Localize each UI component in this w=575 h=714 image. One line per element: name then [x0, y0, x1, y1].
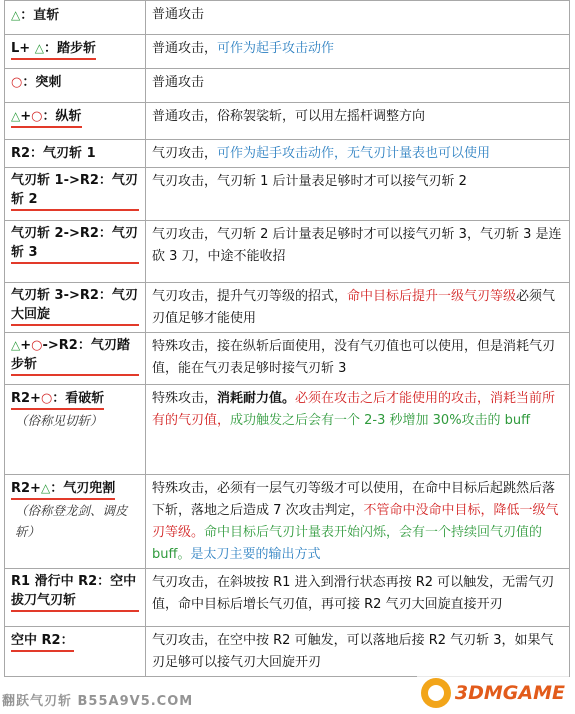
table-row	[5, 385, 570, 475]
circle-button-icon: ○	[40, 391, 53, 406]
move-name-text: +	[20, 338, 32, 353]
table-row	[5, 168, 570, 221]
table-row	[5, 283, 570, 333]
move-description-cell	[146, 283, 570, 333]
move-name-cell	[5, 69, 146, 103]
move-description-cell	[146, 569, 570, 627]
description-text: 命中目标后气刃计量表开始闪烁，会有一个持续回气刃值的 buff。	[152, 525, 543, 562]
move-alias-note: （俗称登龙剑、调皮斩）	[15, 503, 128, 539]
table-row	[5, 35, 570, 69]
table-row	[5, 140, 570, 168]
move-name	[11, 479, 115, 500]
logo-text: 3DMGAME	[454, 682, 565, 704]
triangle-button-icon: △	[40, 481, 51, 495]
move-name-cell	[5, 385, 146, 475]
move-description-cell	[146, 627, 570, 677]
circle-button-icon: ○	[31, 109, 43, 124]
move-name-cell	[5, 475, 146, 569]
move-name-text: 气刃斩 3->R2：气刃大回旋	[11, 288, 138, 322]
move-name	[11, 389, 104, 410]
move-name-cell	[5, 221, 146, 283]
move-name-cell	[5, 168, 146, 221]
description-text: 气刃攻击，气刃斩 1 后计量表足够时才可以接气刃斩 2	[152, 174, 467, 189]
triangle-button-icon: △	[11, 338, 21, 352]
table-row	[5, 333, 570, 385]
table-row	[5, 221, 570, 283]
site-logo	[417, 676, 569, 710]
description-text: 成功触发之后会有一个 2-3 秒增加 30%攻击的 buff	[230, 413, 531, 428]
moves-table	[4, 0, 570, 677]
move-description-cell	[146, 35, 570, 69]
table-row	[5, 569, 570, 627]
move-name-cell	[5, 35, 146, 69]
description-text: 必须在攻击之后才能使用的攻击，消耗当前所有的气刃值，	[152, 391, 556, 428]
move-name	[11, 631, 74, 652]
move-name-text: ->R2：气刃踏步斩	[11, 338, 130, 372]
move-name-cell	[5, 569, 146, 627]
description-text: 普通攻击，	[152, 41, 218, 56]
description-text: 普通攻击	[152, 75, 205, 90]
triangle-button-icon: △	[11, 8, 21, 22]
move-name	[11, 224, 139, 264]
move-name-text: L+	[11, 41, 35, 56]
description-text: 气刃攻击，	[152, 146, 218, 161]
move-name	[11, 107, 82, 128]
description-text: 特殊攻击，必须有一层气刃等级才可以使用，在命中目标后起跳然后落下斩，落地之后造成 7 次攻击判定，	[152, 481, 556, 518]
description-text: 可作为起手攻击动作	[217, 41, 335, 56]
description-text: 特殊攻击，接在纵斩后面使用，没有气刃值也可以使用，但是消耗气刃值，能在气刃表足够时接气刃斩 3	[152, 339, 556, 376]
description-text: 可作为起手攻击动作，无气刃计量表也可以使用	[217, 146, 491, 161]
move-name-text: ：纵斩	[42, 109, 82, 124]
move-name-text: R2：气刃斩 1	[11, 146, 96, 161]
circle-button-icon: ○	[11, 75, 23, 90]
move-name-text: ：看破斩	[52, 391, 105, 406]
description-text: 气刃攻击，在斜坡按 R1 进入到滑行状态再按 R2 可以触发，无需气刃值，命中目标后增长气刃值，再可接 R2 气刃大回旋直接开刃	[152, 575, 555, 612]
bottom-left-watermark: 翻跃气刃斩 B55A9V5.COM	[2, 694, 194, 709]
move-name	[11, 572, 139, 612]
move-name-text: ：气刃兜割	[50, 481, 116, 496]
move-description-cell	[146, 69, 570, 103]
move-description-cell	[146, 475, 570, 569]
move-alias-note: （俗称见切斩）	[15, 413, 103, 428]
move-description-cell	[146, 1, 570, 35]
logo-mark-icon	[421, 678, 451, 708]
move-name	[11, 286, 139, 326]
move-name-text: R2+	[11, 391, 41, 406]
table-row	[5, 1, 570, 35]
move-name	[11, 75, 61, 90]
description-text: 必须气刃值足够才能使用	[152, 289, 556, 326]
description-text: 特殊攻击，	[152, 391, 218, 406]
move-name	[11, 146, 96, 161]
move-name-text: R1 滑行中 R2：空中拔刀气刃斩	[11, 574, 137, 608]
description-text: 不管命中没命中目标，降低一级气刃等级。	[152, 503, 559, 540]
move-name-text: ：突刺	[22, 75, 62, 90]
description-text: 是太刀主要的输出方式	[190, 547, 321, 562]
move-name-cell	[5, 1, 146, 35]
move-name-text: +	[20, 109, 32, 124]
move-name-text: ：直斩	[20, 8, 60, 23]
description-text: 普通攻击	[152, 7, 205, 22]
move-name	[11, 8, 59, 23]
move-description-cell	[146, 333, 570, 385]
circle-button-icon: ○	[31, 338, 43, 353]
move-name-cell	[5, 103, 146, 140]
move-name-text: R2+	[11, 481, 41, 496]
move-name-text: 气刃斩 2->R2：气刃斩 3	[11, 226, 138, 260]
move-description-cell	[146, 221, 570, 283]
table-row	[5, 103, 570, 140]
table-row	[5, 627, 570, 677]
move-name-cell	[5, 333, 146, 385]
description-text: 气刃攻击，提升气刃等级的招式，	[152, 289, 348, 304]
move-description-cell	[146, 385, 570, 475]
move-name-cell	[5, 283, 146, 333]
move-name-cell	[5, 627, 146, 677]
move-description-cell	[146, 140, 570, 168]
move-name	[11, 39, 96, 60]
moves-table-body	[5, 1, 570, 677]
triangle-button-icon: △	[11, 109, 21, 123]
table-row	[5, 475, 570, 569]
description-text: 消耗耐力值。	[217, 391, 296, 406]
move-name-cell	[5, 140, 146, 168]
description-text: 气刃攻击，在空中按 R2 可触发，可以落地后接 R2 气刃斩 3，如果气刃足够可以接气刃大回旋开刃	[152, 633, 554, 670]
description-text: 普通攻击，俗称袈裟斩，可以用左摇杆调整方向	[152, 109, 426, 124]
description-text: 气刃攻击，气刃斩 2 后计量表足够时才可以接气刃斩 3，气刃斩 3 是连砍 3 刀，中途不能收招	[152, 227, 562, 264]
move-description-cell	[146, 168, 570, 221]
description-text: 命中目标后提升一级气刃等级	[347, 289, 517, 304]
triangle-button-icon: △	[34, 41, 44, 55]
move-name-text: ：踏步斩	[43, 41, 96, 56]
move-description-cell	[146, 103, 570, 140]
move-name-text: 空中 R2：	[11, 633, 74, 648]
move-name-text: 气刃斩 1->R2：气刃斩 2	[11, 173, 138, 207]
move-name	[11, 336, 139, 376]
move-name	[11, 171, 139, 211]
table-row	[5, 69, 570, 103]
